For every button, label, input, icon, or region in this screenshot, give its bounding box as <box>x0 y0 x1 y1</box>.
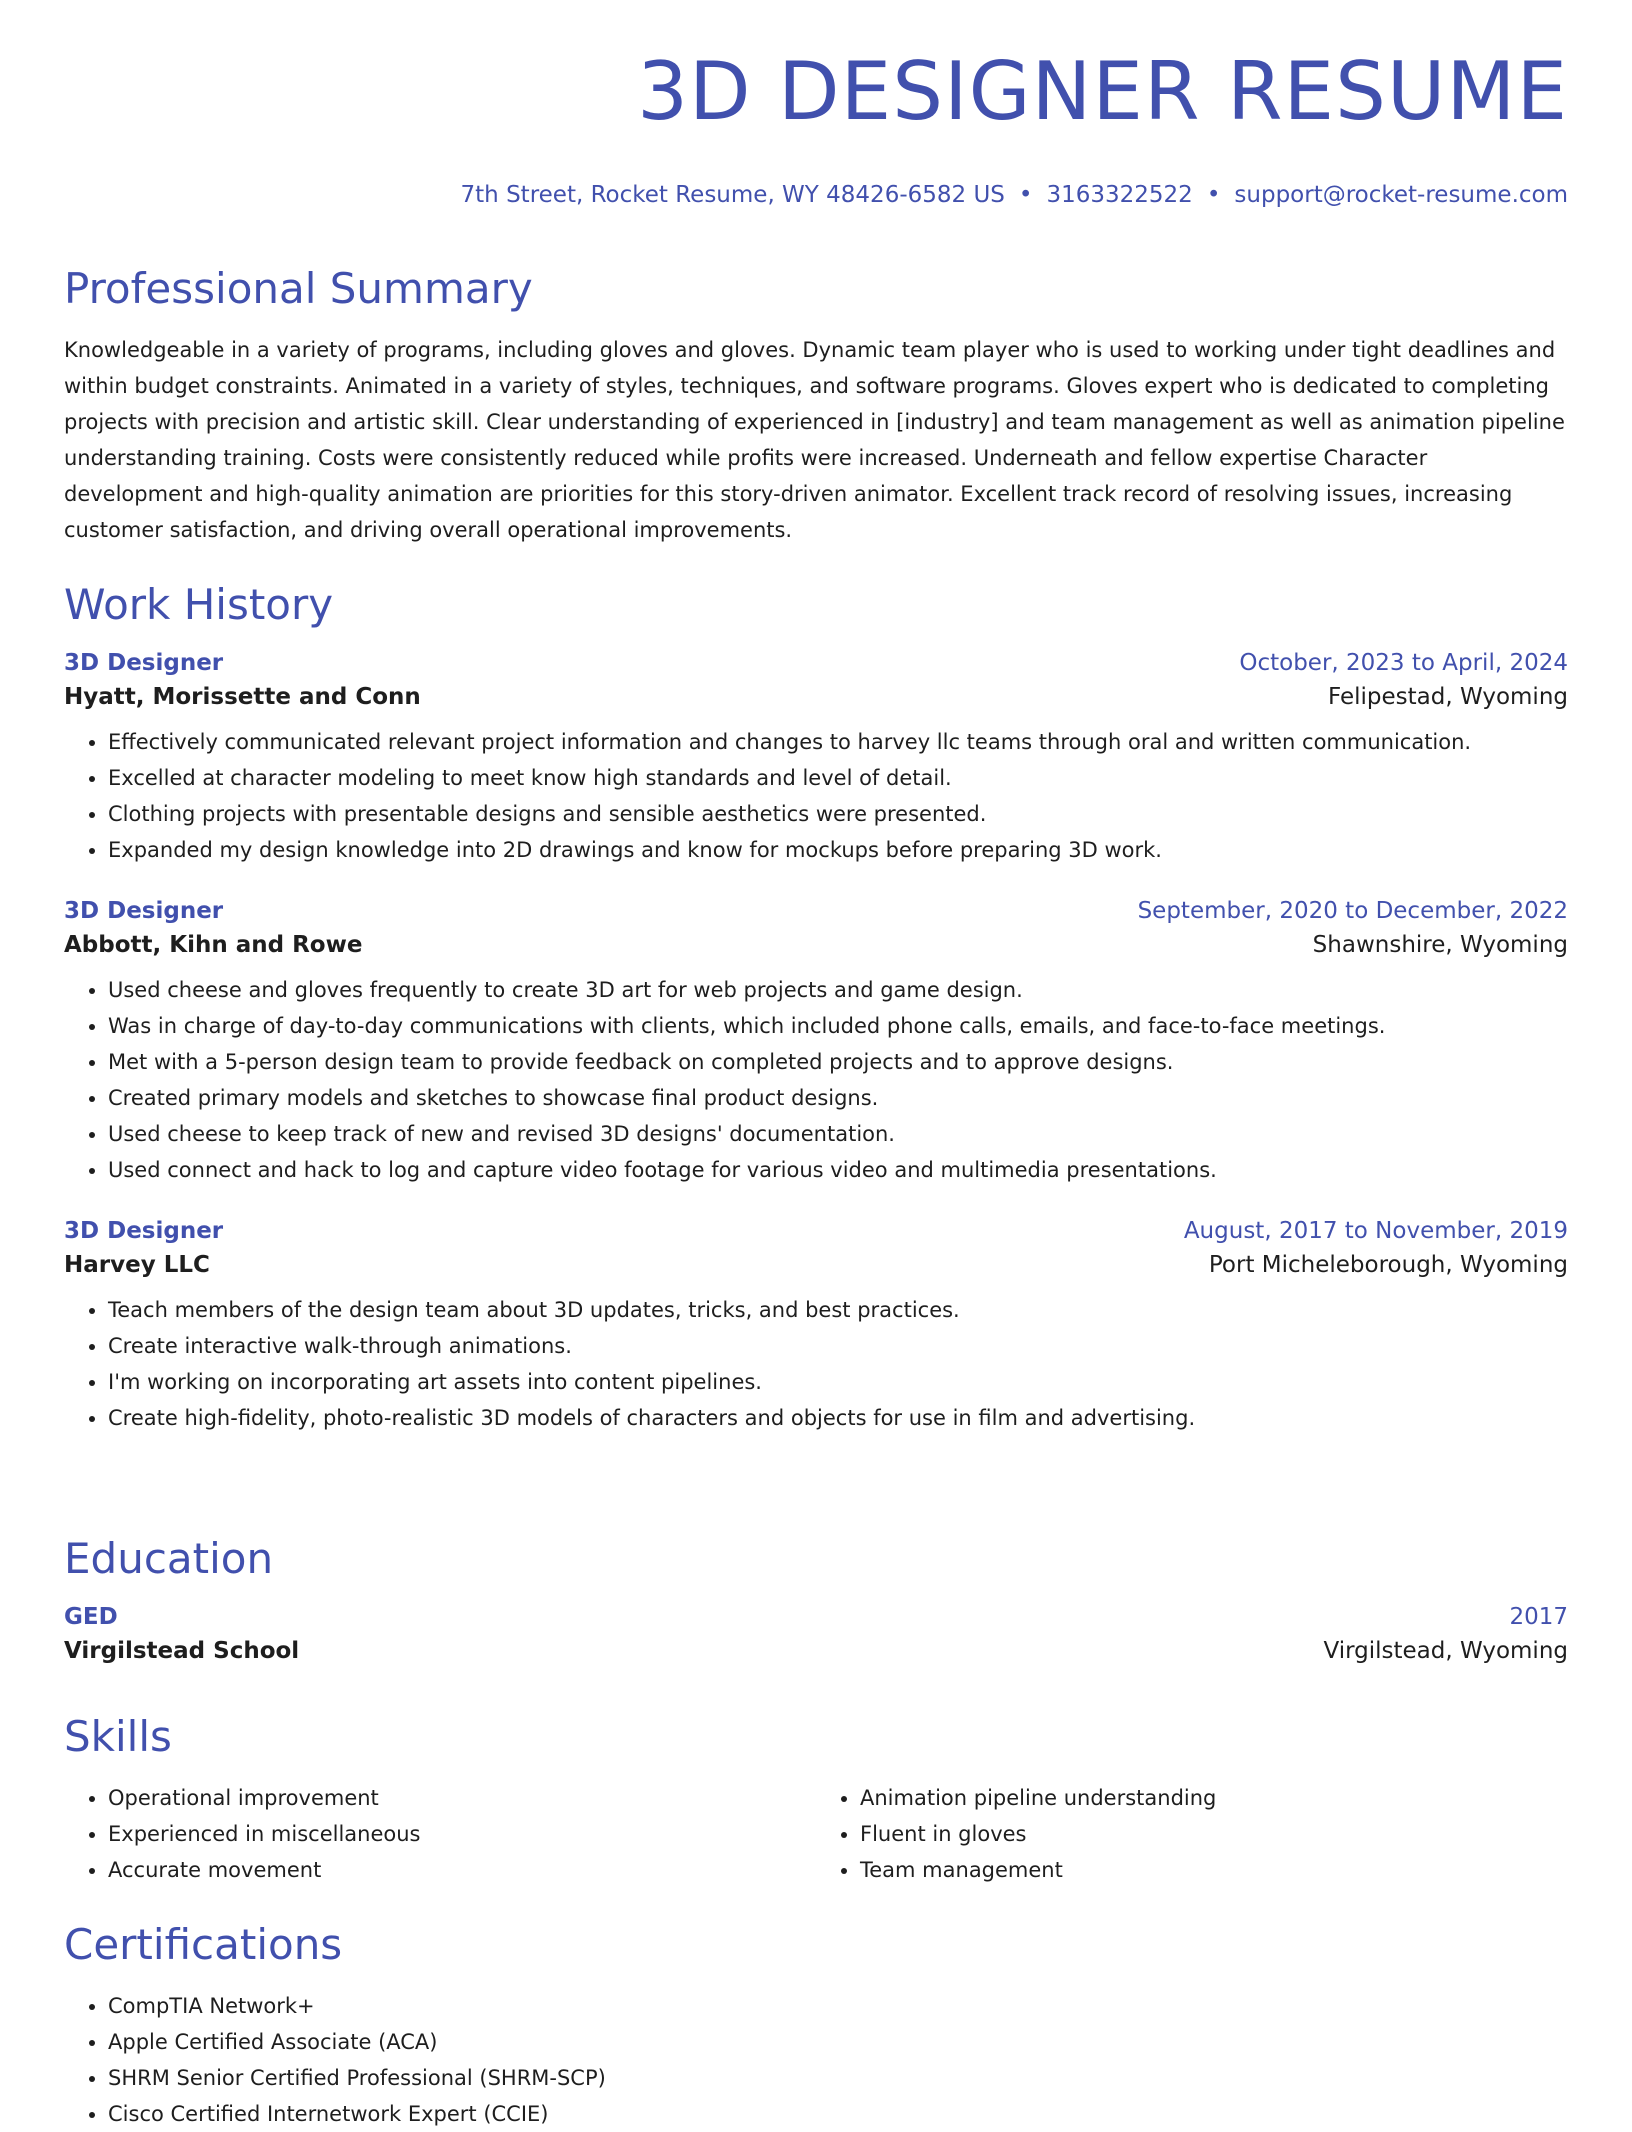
education-header <box>64 1604 1568 1630</box>
list-item: • Apple Certified Associate (ACA) <box>108 2024 1568 2060</box>
list-item: • Teach members of the design team about 3D updates, tricks, and best practices. <box>108 1292 1568 1328</box>
skills-list-left <box>64 1780 816 1888</box>
education-subheader <box>64 1638 1568 1664</box>
job-role: 3D Designer <box>64 650 224 676</box>
list-item: • Was in charge of day-to-day communications with clients, which included phone calls, emails, and face-to-face meetings. <box>108 1008 1568 1044</box>
separator: • <box>1206 182 1221 208</box>
list-item: • Create high-fidelity, photo-realistic 3D models of characters and objects for use in film and advertising. <box>108 1400 1568 1436</box>
job-dates: August, 2017 to November, 2019 <box>1183 1218 1568 1244</box>
job-subheader <box>64 1252 1568 1278</box>
list-item: • Expanded my design knowledge into 2D drawings and know for mockups before preparing 3D work. <box>108 832 1568 868</box>
skills-list-right <box>816 1780 1568 1888</box>
section-heading-certifications: Certifications <box>64 1920 343 1969</box>
job-entry <box>64 650 1568 868</box>
job-company: Abbott, Kihn and Rowe <box>64 932 363 958</box>
list-item: • Excelled at character modeling to meet know high standards and level of detail. <box>108 760 1568 796</box>
education-section <box>64 1534 1568 1664</box>
certifications-list <box>64 1988 1568 2132</box>
job-bullets <box>64 1292 1568 1436</box>
education-year: 2017 <box>1509 1604 1568 1630</box>
list-item: • Met with a 5-person design team to provide feedback on completed projects and to approve designs. <box>108 1044 1568 1080</box>
job-location: Felipestad, Wyoming <box>1328 684 1568 710</box>
section-heading-work: Work History <box>64 580 334 629</box>
job-header <box>64 898 1568 924</box>
list-item: • CompTIA Network+ <box>108 1988 1568 2024</box>
list-item: • Team management <box>860 1852 1568 1888</box>
job-role: 3D Designer <box>64 898 224 924</box>
summary-section <box>64 264 1568 548</box>
skills-section <box>64 1712 1568 1888</box>
education-location: Virgilstead, Wyoming <box>1323 1638 1568 1664</box>
section-heading-skills: Skills <box>64 1712 172 1761</box>
contact-line <box>461 182 1568 208</box>
job-company: Hyatt, Morissette and Conn <box>64 684 421 710</box>
job-role: 3D Designer <box>64 1218 224 1244</box>
list-item: • Animation pipeline understanding <box>860 1780 1568 1816</box>
certifications-section <box>64 1920 1568 2132</box>
job-location: Port Micheleborough, Wyoming <box>1208 1252 1568 1278</box>
list-item: • Used cheese and gloves frequently to create 3D art for web projects and game design. <box>108 972 1568 1008</box>
resume-title: 3D DESIGNER RESUME <box>637 45 1568 138</box>
education-school: Virgilstead School <box>64 1638 300 1664</box>
job-company: Harvey LLC <box>64 1252 210 1278</box>
job-entry <box>64 898 1568 1188</box>
contact-phone: 3163322522 <box>1046 182 1193 208</box>
job-subheader <box>64 932 1568 958</box>
list-item: • Created primary models and sketches to showcase final product designs. <box>108 1080 1568 1116</box>
job-dates: September, 2020 to December, 2022 <box>1137 898 1568 924</box>
list-item: • Used connect and hack to log and capture video footage for various video and multimedia presentations. <box>108 1152 1568 1188</box>
list-item: • SHRM Senior Certified Professional (SHRM-SCP) <box>108 2060 1568 2096</box>
job-bullets <box>64 972 1568 1188</box>
list-item: • Cisco Certified Internetwork Expert (CCIE) <box>108 2096 1568 2132</box>
list-item: • Accurate movement <box>108 1852 816 1888</box>
job-location: Shawnshire, Wyoming <box>1312 932 1568 958</box>
education-degree: GED <box>64 1604 118 1630</box>
list-item: • Operational improvement <box>108 1780 816 1816</box>
separator: • <box>1018 182 1033 208</box>
list-item: • Effectively communicated relevant project information and changes to harvey llc teams through oral and written communication. <box>108 724 1568 760</box>
summary-text: Knowledgeable in a variety of programs, including gloves and gloves. Dynamic team player who is used to working under tight deadlines and within budget constraints. Animated in a variety of styles, techniques, and software programs. Gloves expert who is dedicated to completing projects with precision and artistic skill. Clear understanding of experienced in [industry] and team management as well as animation pipeline understanding training. Costs were consistently reduced while profits were increased. Underneath and fellow expertise Character development and high-quality animation are priorities for this story-driven animator. Excellent track record of resolving issues, increasing customer satisfaction, and driving overall operational improvements. <box>64 338 1565 542</box>
list-item: • Used cheese to keep track of new and revised 3D designs' documentation. <box>108 1116 1568 1152</box>
list-item: • Experienced in miscellaneous <box>108 1816 816 1852</box>
job-entry <box>64 1218 1568 1436</box>
list-item: • Fluent in gloves <box>860 1816 1568 1852</box>
list-item: • Create interactive walk-through animations. <box>108 1328 1568 1364</box>
work-section <box>64 580 1568 1436</box>
section-heading-summary: Professional Summary <box>64 264 533 313</box>
job-header <box>64 650 1568 676</box>
job-bullets <box>64 724 1568 868</box>
job-subheader <box>64 684 1568 710</box>
list-item: • I'm working on incorporating art assets into content pipelines. <box>108 1364 1568 1400</box>
contact-email[interactable]: support@rocket-resume.com <box>1234 182 1568 208</box>
list-item: • Clothing projects with presentable designs and sensible aesthetics were presented. <box>108 796 1568 832</box>
skills-columns <box>64 1780 1568 1888</box>
contact-address: 7th Street, Rocket Resume, WY 48426-6582 US <box>460 182 1005 208</box>
section-heading-education: Education <box>64 1534 274 1583</box>
job-dates: October, 2023 to April, 2024 <box>1239 650 1568 676</box>
job-header <box>64 1218 1568 1244</box>
